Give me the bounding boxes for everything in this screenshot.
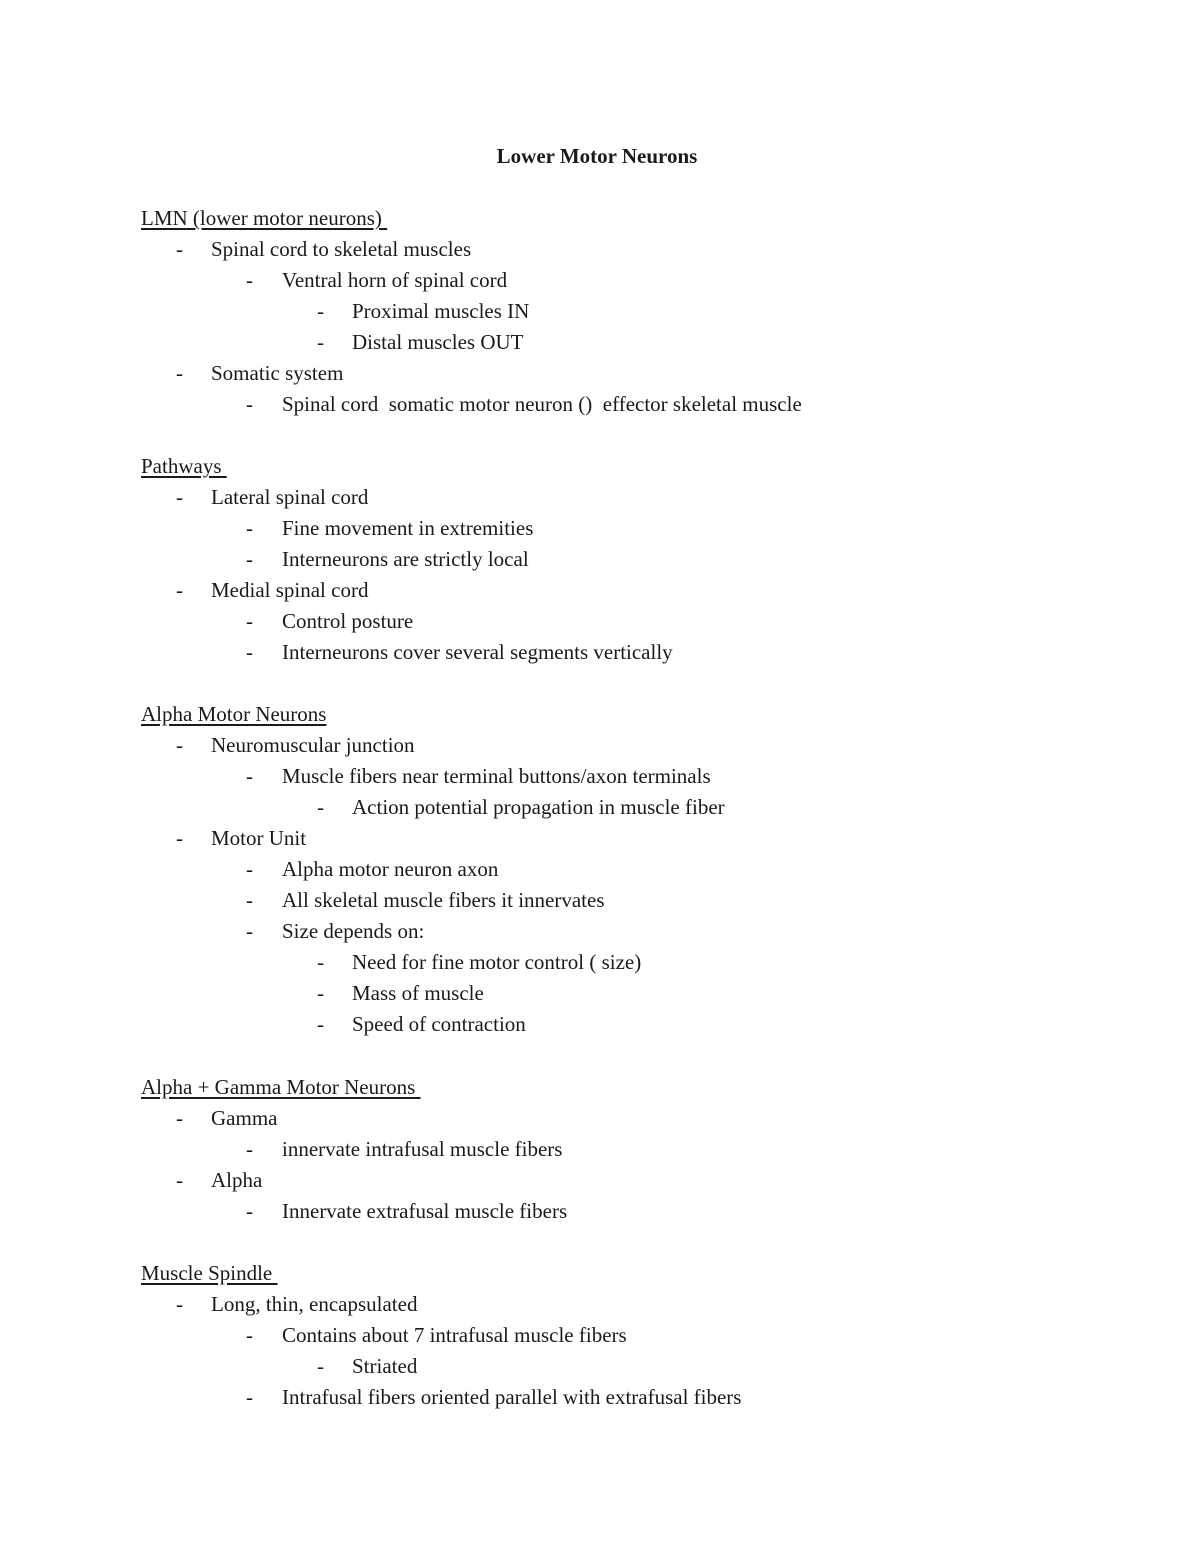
section-heading: LMN (lower motor neurons) — [141, 206, 388, 230]
list-item-text: Spinal cord to skeletal muscles — [211, 237, 472, 261]
bullet-dash: - — [246, 764, 253, 788]
list-item-text: Size depends on: — [282, 919, 425, 943]
list-item-text: Control posture — [282, 609, 414, 633]
bullet-dash: - — [246, 640, 253, 664]
list-item-text: Speed of contraction — [352, 1012, 526, 1036]
bullet-dash: - — [246, 888, 253, 912]
bullet-dash: - — [317, 330, 324, 354]
list-item-text: Interneurons are strictly local — [282, 547, 529, 571]
section-heading: Alpha Motor Neurons — [141, 702, 327, 726]
list-item — [141, 637, 1141, 668]
list-item-text: Lateral spinal cord — [211, 485, 369, 509]
list-item — [141, 327, 1141, 358]
list-item-text: Spinal cord somatic motor neuron () effector skeletal muscle — [282, 392, 802, 416]
list-item — [141, 1382, 1141, 1413]
list-item — [141, 1320, 1141, 1351]
bullet-dash: - — [246, 857, 253, 881]
list-item-text: Alpha — [211, 1168, 263, 1192]
list-item-text: Gamma — [211, 1106, 278, 1130]
list-item-text: Action potential propagation in muscle fiber — [352, 795, 725, 819]
list-item — [141, 1196, 1141, 1227]
bullet-dash: - — [317, 299, 324, 323]
bullet-dash: - — [176, 733, 183, 757]
list-item — [141, 947, 1141, 978]
bullet-dash: - — [246, 547, 253, 571]
list-item-text: Striated — [352, 1354, 418, 1378]
list-item-text: Alpha motor neuron axon — [282, 857, 499, 881]
list-item-text: Proximal muscles IN — [352, 299, 530, 323]
list-item — [141, 885, 1141, 916]
bullet-dash: - — [246, 392, 253, 416]
bullet-dash: - — [246, 1385, 253, 1409]
bullet-dash: - — [246, 1323, 253, 1347]
list-item-text: Mass of muscle — [352, 981, 484, 1005]
list-item-text: Interneurons cover several segments vertically — [282, 640, 673, 664]
list-item-text: Innervate extrafusal muscle fibers — [282, 1199, 568, 1223]
list-item — [141, 792, 1141, 823]
bullet-dash: - — [317, 950, 324, 974]
bullet-dash: - — [176, 485, 183, 509]
list-item — [141, 358, 1141, 389]
list-item-text: Motor Unit — [211, 826, 307, 850]
bullet-dash: - — [246, 919, 253, 943]
bullet-dash: - — [176, 361, 183, 385]
bullet-dash: - — [317, 1012, 324, 1036]
list-item — [141, 575, 1141, 606]
list-item — [141, 823, 1141, 854]
list-item — [141, 265, 1141, 296]
list-item-text: Ventral horn of spinal cord — [282, 268, 508, 292]
list-item — [141, 296, 1141, 327]
list-item — [141, 482, 1141, 513]
list-item — [141, 1351, 1141, 1382]
list-item-text: Need for fine motor control ( size) — [352, 950, 642, 974]
bullet-dash: - — [246, 609, 253, 633]
list-item-text: Medial spinal cord — [211, 578, 369, 602]
list-item-text: Neuromuscular junction — [211, 733, 415, 757]
section-heading: Muscle Spindle — [141, 1261, 278, 1285]
document-title: Lower Motor Neurons — [496, 144, 698, 168]
bullet-dash: - — [176, 826, 183, 850]
list-item-text: Fine movement in extremities — [282, 516, 534, 540]
list-item — [141, 854, 1141, 885]
section-muscle-spindle — [141, 1258, 1141, 1413]
list-item — [141, 978, 1141, 1009]
section-alpha-gamma-motor-neurons — [141, 1072, 1141, 1227]
list-item — [141, 730, 1141, 761]
list-item — [141, 234, 1141, 265]
section-heading: Pathways — [141, 454, 227, 478]
bullet-dash: - — [176, 1168, 183, 1192]
list-item — [141, 544, 1141, 575]
bullet-dash: - — [246, 1137, 253, 1161]
list-item-text: Distal muscles OUT — [352, 330, 524, 354]
list-item — [141, 513, 1141, 544]
list-item-text: innervate intrafusal muscle fibers — [282, 1137, 563, 1161]
list-item — [141, 606, 1141, 637]
section-heading: Alpha + Gamma Motor Neurons — [141, 1075, 421, 1099]
list-item — [141, 1289, 1141, 1320]
section-pathways — [141, 451, 1141, 668]
list-item — [141, 916, 1141, 947]
bullet-dash: - — [176, 1292, 183, 1316]
bullet-dash: - — [176, 1106, 183, 1130]
bullet-dash: - — [317, 981, 324, 1005]
list-item — [141, 1009, 1141, 1040]
list-item-text: Muscle fibers near terminal buttons/axon terminals — [282, 764, 711, 788]
list-item-text: Intrafusal fibers oriented parallel with extrafusal fibers — [282, 1385, 742, 1409]
list-item-text: Contains about 7 intrafusal muscle fibers — [282, 1323, 627, 1347]
bullet-dash: - — [246, 268, 253, 292]
list-item — [141, 1103, 1141, 1134]
bullet-dash: - — [246, 1199, 253, 1223]
bullet-dash: - — [317, 795, 324, 819]
bullet-dash: - — [317, 1354, 324, 1378]
list-item-text: All skeletal muscle fibers it innervates — [282, 888, 605, 912]
bullet-dash: - — [176, 237, 183, 261]
list-item-text: Long, thin, encapsulated — [211, 1292, 418, 1316]
section-lmn — [141, 203, 1141, 420]
list-item — [141, 761, 1141, 792]
bullet-dash: - — [176, 578, 183, 602]
list-item — [141, 389, 1141, 420]
section-alpha-motor-neurons — [141, 699, 1141, 1040]
list-item-text: Somatic system — [211, 361, 344, 385]
bullet-dash: - — [246, 516, 253, 540]
list-item — [141, 1134, 1141, 1165]
list-item — [141, 1165, 1141, 1196]
